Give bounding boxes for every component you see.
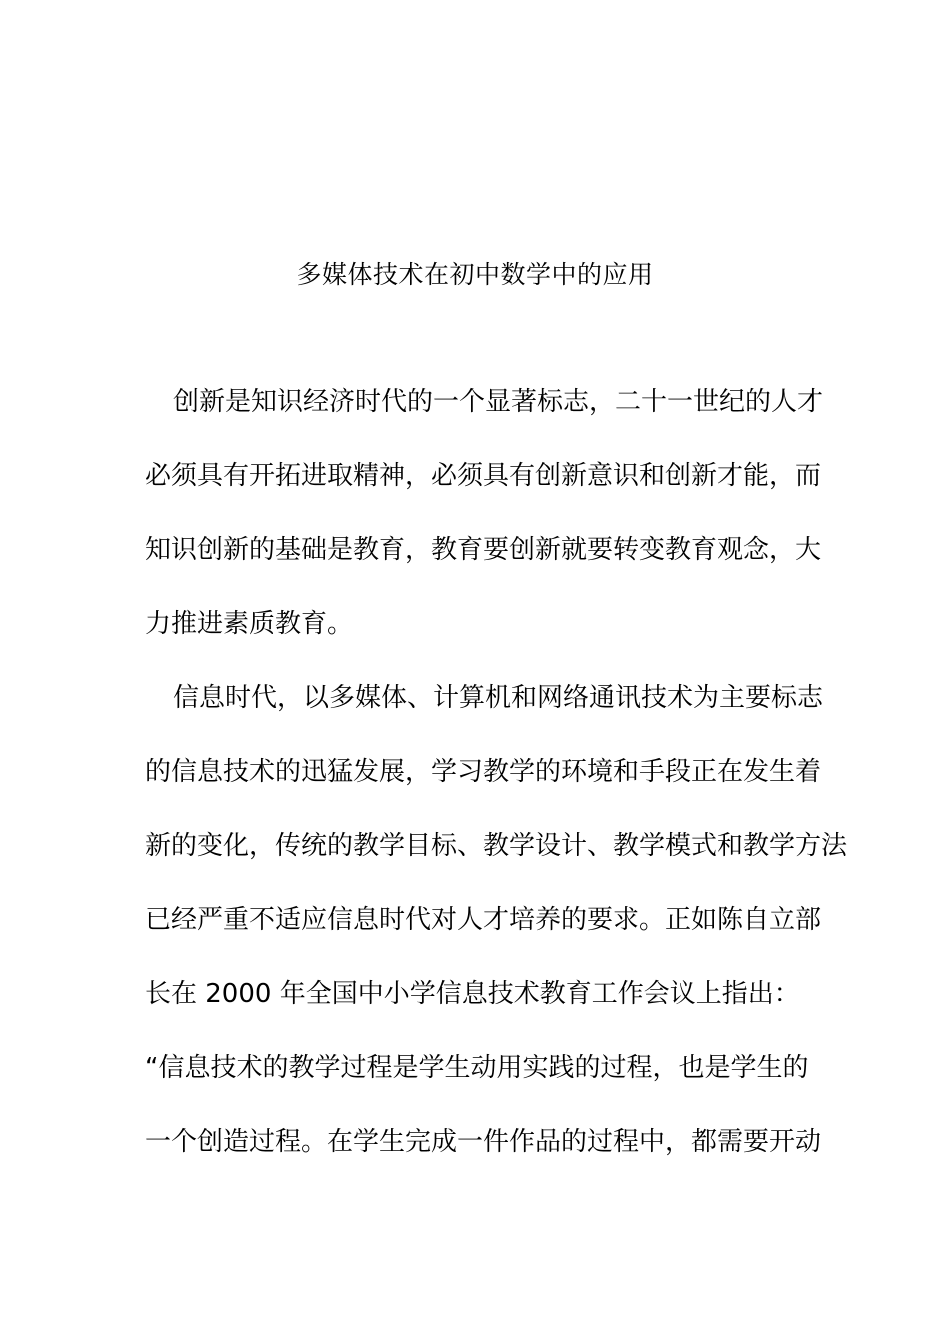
document-title: 多媒体技术在初中数学中的应用 (296, 260, 654, 289)
paragraph-line: 必须具有开拓进取精神，必须具有创新意识和创新才能，而 (145, 461, 822, 491)
paragraph-line: 一个创造过程。在学生完成一件作品的过程中，都需要开动 (145, 1127, 822, 1157)
paragraph-line: 力推进素质教育。 (145, 609, 354, 639)
paragraph-line: 创新是知识经济时代的一个显著标志，二十一世纪的人才 (173, 387, 824, 417)
paragraph-line: 的信息技术的迅猛发展，学习教学的环境和手段正在发生着 (145, 757, 822, 787)
paragraph-line: 新的变化，传统的教学目标、教学设计、教学模式和教学方法 (145, 831, 848, 861)
paragraph-line: 信息时代，以多媒体、计算机和网络通讯技术为主要标志 (173, 683, 824, 713)
paragraph-line: “信息技术的教学过程是学生动用实践的过程，也是学生的 (145, 1053, 809, 1083)
document-body (145, 372, 848, 1186)
paragraph-line: 长在 2000 年全国中小学信息技术教育工作会议上指出： (145, 979, 800, 1009)
paragraph-line: 已经严重不适应信息时代对人才培养的要求。正如陈自立部 (145, 905, 822, 935)
paragraph-line: 知识创新的基础是教育，教育要创新就要转变教育观念，大 (145, 535, 822, 565)
